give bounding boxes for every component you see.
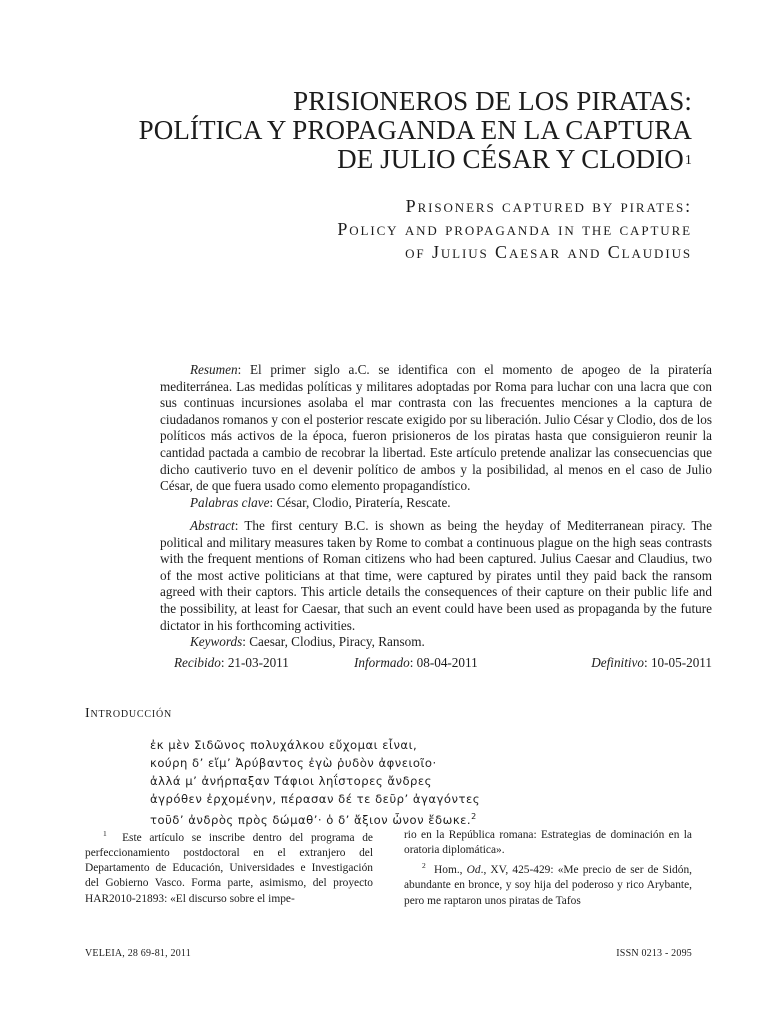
- greek-line-2: κούρη δ’ εἴμ’ Ἀρύβαντος ἐγὼ ῥυδὸν ἀφνειοῖο·: [150, 756, 437, 770]
- date-reported-label: Informado: [354, 655, 410, 670]
- section-heading: Introducción: [85, 706, 173, 721]
- footnote-1: [85, 826, 373, 907]
- english-title-line-2: Policy and propaganda in the capture: [337, 219, 692, 239]
- footnote-2-prefix: Hom.,: [434, 864, 467, 877]
- greek-line-1: ἐκ μὲν Σιδῶνος πολυχάλκου εὔχομαι εἶναι,: [150, 738, 418, 752]
- abstract-block: [160, 518, 712, 651]
- english-title: [337, 195, 692, 264]
- resumen-block: [160, 362, 712, 511]
- footnote-2-text: ., XV, 425-429: «Me precio de ser de Sidón, abundante en bronce, y soy hija del poderoso y rico Arybante, pero me raptaron unos piratas de Tafos: [404, 864, 692, 907]
- footnote-1-mark: 1: [103, 829, 107, 838]
- date-received-value: : 21-03-2011: [220, 655, 289, 670]
- resumen-text: : El primer siglo a.C. se identifica con el momento de apogeo de la piratería mediterránea. Las medidas políticas y militares adoptadas por Roma para luchar con una lacra que con sus continuas incursiones asolaba el mar contrasta con las frecuentes menciones a la captura de ciudadanos romanos y con el posterior rescate exigido por su liberación. Julio César y Clodio, dos de los políticos más activos de la época, fueron prisioneros de los piratas hasta que consiguieron reunir la cantidad pactada a cambio de recobrar la libertad. Este artículo pretende analizar las consecuencias que dicho cautiverio tuvo en el devenir político de ambos y la posibilidad, al menos en el caso de Julio César, de que fuera usado como elemento propagandístico.: [160, 362, 712, 494]
- footnote-1-continued: rio en la República romana: Estrategias de dominación en la oratoria diplomática».: [404, 829, 692, 857]
- footer-issn: ISSN 0213 - 2095: [616, 948, 692, 959]
- greek-line-3: ἀλλά μ’ ἀνήρπαξαν Τάφιοι ληΐστορες ἄνδρες: [150, 774, 432, 788]
- abstract-text: : The first century B.C. is shown as being the heyday of Mediterranean piracy. The political and military measures taken by Rome to combat a continuous plague on the high seas contrasts with the frequent mentions of Roman citizens who had been captured. Julius Caesar and Claudius, two of the most active politicians at that time, were captured by pirates until they paid back the ransom agreed with their captors. This article details the consequences of their capture on their public life and the possibility, at least for Caesar, that such an event could have been used as propaganda by the future dictator in his forthcoming activities.: [160, 518, 712, 633]
- date-final-value: : 10-05-2011: [643, 655, 712, 670]
- title-line-2: POLÍTICA Y PROPAGANDA EN LA CAPTURA: [138, 115, 692, 145]
- keywords-label: Keywords: [190, 634, 243, 650]
- date-final-label: Definitivo: [591, 655, 644, 670]
- footnote-2-mark: 2: [422, 861, 426, 871]
- date-final: [591, 655, 712, 671]
- keywords-text: : Caesar, Clodius, Piracy, Ransom.: [242, 634, 425, 650]
- english-title-line-1: Prisoners captured by pirates:: [405, 196, 692, 216]
- greek-footnote-mark: 2: [471, 812, 477, 821]
- abstract-paragraph: [160, 518, 712, 634]
- resumen-keywords: [160, 495, 712, 512]
- footnote-column-left: [85, 826, 373, 907]
- abstract-keywords: [160, 634, 712, 651]
- date-received: [174, 655, 289, 671]
- title-line-3: [139, 145, 692, 174]
- footnote-column-right: [404, 828, 692, 909]
- greek-line-5-text: τοῦδ’ ἀνδρὸς πρὸς δώμαθ’· ὁ δ’ ἄξιον ὦνον ἔδωκε.: [150, 812, 472, 827]
- english-title-line-3: of Julius Caesar and Claudius: [405, 242, 692, 262]
- title-footnote-mark: 1: [684, 153, 692, 168]
- article-title: [139, 87, 692, 174]
- footnote-2: [404, 858, 692, 908]
- palabras-clave-text: : César, Clodio, Piratería, Rescate.: [269, 494, 451, 510]
- footnote-1-text: Este artículo se inscribe dentro del programa de perfeccionamiento postdoctoral en el extranjero del Departamento de Educación, Universidades e Investigación del Gobierno Vasco. Forma parte, asimismo, del proyecto HAR2010-21893: «El discurso sobre el impe-: [85, 831, 373, 905]
- date-received-label: Recibido: [174, 655, 221, 670]
- greek-quote: [150, 736, 480, 829]
- greek-line-4: ἀγρόθεν ἐρχομένην, πέρασαν δέ τε δεῦρ’ ἀγαγόντες: [150, 792, 481, 806]
- resumen-label: Resumen: [190, 362, 238, 377]
- title-line-1: PRISIONEROS DE LOS PIRATAS:: [293, 86, 692, 116]
- resumen-paragraph: [160, 362, 712, 495]
- date-reported: [354, 655, 478, 671]
- footnote-2-work: Od: [466, 864, 481, 877]
- title-line-3-text: DE JULIO CÉSAR Y CLODIO: [337, 144, 684, 174]
- date-reported-value: : 08-04-2011: [409, 655, 478, 670]
- palabras-clave-label: Palabras clave: [190, 494, 270, 510]
- abstract-label: Abstract: [190, 518, 235, 533]
- footer-journal: VELEIA, 28 69-81, 2011: [85, 948, 191, 959]
